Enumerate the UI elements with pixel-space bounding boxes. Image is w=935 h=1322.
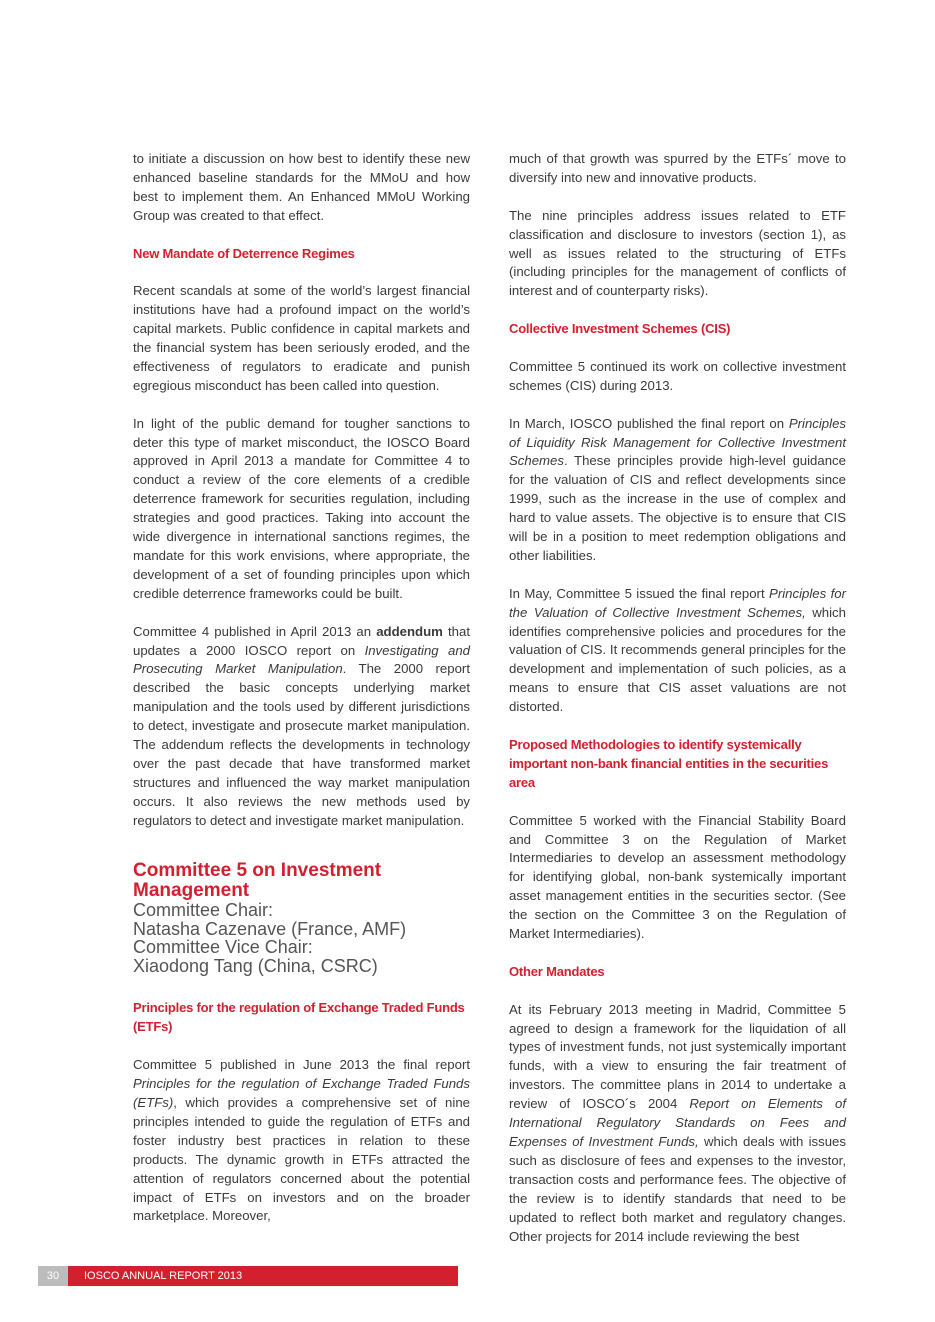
heading-deterrence-regimes: New Mandate of Deterrence Regimes	[133, 245, 355, 261]
paragraph-committee4-addendum: Committee 4 published in April 2013 an addendum that updates a 2000 IOSCO report on Investigating and Prosecuting Market Manipulation. The 2000 report described the basic concepts underlying market manipulation and the tools used by different jurisdictions to detect, investigate and prosecute market manipulation. The addendum reflects the developments in technology over the past decade that have transformed market structures and influenced the way market manipulation occurs. It also reviews the new methods used by regulators to detect and investigate market manipulation.	[133, 623, 470, 828]
paragraph-recent-scandals: Recent scandals at some of the world’s largest financial institutions have had a profound impact on the world’s capital markets. Public confidence in capital markets and the financial system has been seriously eroded, and the effectiveness of regulators to eradicate and punish egregious misconduct has been called into question.	[133, 283, 470, 393]
right-column	[509, 150, 846, 1265]
report-title-etf: Principles for the regulation of Exchange Traded Funds (ETFs)	[133, 1076, 470, 1110]
vice-chair-name: Xiaodong Tang (China, CSRC)	[133, 955, 378, 976]
heading-other-mandates: Other Mandates	[509, 963, 605, 979]
heading-etf-principles: Principles for the regulation of Exchange Traded Funds (ETFs)	[133, 1000, 465, 1035]
heading-cis: Collective Investment Schemes (CIS)	[509, 321, 731, 337]
paragraph-valuation: In May, Committee 5 issued the final report Principles for the Valuation of Collective Investment Schemes, which identifies comprehensive policies and procedures for the valuation of CIS. It recommends general principles for the development and implementation of such policies, as a means to ensure that CIS asset valuations are not distorted.	[509, 585, 846, 715]
report-title-liquidity: Principles of Liquidity Risk Management for Collective Investment Schemes	[509, 415, 846, 469]
heading-systemically-important: Proposed Methodologies to identify systemically important non-bank financial entities in the securities area	[509, 737, 829, 790]
paragraph-mmou-intro: to initiate a discussion on how best to identify these new enhanced baseline standards for the MMoU and how best to implement them. An Enhanced MMoU Working Group was created to that effect.	[133, 151, 470, 223]
report-title-fees: Report on Elements of International Regulatory Standards on Fees and Expenses of Investment Funds,	[509, 1096, 846, 1149]
paragraph-public-demand: In light of the public demand for tougher sanctions to deter this type of market misconduct, the IOSCO Board approved in April 2013 a mandate for Committee 4 to conduct a review of the core elements of a credible deterrence framework for securities regulation, including strategies and good practices. Taking into account the wide divergence in international sanctions regimes, the mandate for this work envisions, where appropriate, the development of a set of founding principles upon which credible deterrence frameworks could be built.	[133, 415, 470, 601]
footer-title: IOSCO ANNUAL REPORT 2013	[84, 1270, 243, 1282]
report-title-valuation: Principles for the Valuation of Collective Investment Schemes,	[509, 585, 846, 620]
paragraph-nine-principles: The nine principles address issues related to ETF classification and disclosure to investors (section 1), as well as issues related to the structuring of ETFs (including principles for the management of conflicts of interest and of counterparty risks).	[509, 207, 846, 299]
left-column	[133, 150, 470, 1245]
chair-label: Committee Chair:	[133, 900, 274, 921]
heading-committee5: Committee 5 on Investment Management	[133, 860, 382, 902]
committee-chairs	[133, 901, 470, 975]
paragraph-other-mandates: At its February 2013 meeting in Madrid, Committee 5 agreed to design a framework for the liquidation of all types of investment funds, not just systemically important funds, with a view to ensuring the fair treatment of investors. The committee plans in 2014 to undertake a review of IOSCO´s 2004 Report on Elements of International Regulatory Standards on Fees and Expenses of Investment Funds, which deals with issues such as disclosure of fees and expenses to the investor, transaction costs and performance fees. The objective of the review is to identify standards that need to be updated to reflect both market and regulatory changes. Other projects for 2014 include reviewing the best	[509, 1001, 846, 1244]
paragraph-fsb-methodology: Committee 5 worked with the Financial Stability Board and Committee 3 on the Regulation of Market Intermediaries to develop an assessment methodology for identifying global, non-bank systemically important asset management entities in the securities sector. (See the section on the Committee 3 on the Regulation of Market Intermediaries).	[509, 812, 846, 942]
paragraph-liquidity-risk: In March, IOSCO published the final report on Principles of Liquidity Risk Management for Collective Investment Schemes. These principles provide high-level guidance for the valuation of CIS and reflect developments since 1999, such as the increase in the use of complex and hard to value assets. The objective is to ensure that CIS will be in a position to meet redemption obligations and other liabilities.	[509, 415, 846, 563]
page-number: 30	[38, 1266, 68, 1286]
vice-chair-label: Committee Vice Chair:	[133, 937, 313, 958]
paragraph-etf-report: Committee 5 published in June 2013 the final report Principles for the regulation of Exchange Traded Funds (ETFs), which provides a comprehensive set of nine principles intended to guide the regulation of ETFs and foster industry best practices in relation to these products. The dynamic growth in ETFs attracted the attention of regulators concerned about the potential impact of ETFs on investors and on the broader marketplace. Moreover,	[133, 1057, 470, 1224]
report-title-market-manipulation: Investigating and Prosecuting Market Manipulation	[133, 642, 470, 677]
addendum-emphasis: addendum	[376, 623, 443, 639]
paragraph-etf-growth: much of that growth was spurred by the ETFs´ move to diversify into new and innovative products.	[509, 151, 846, 185]
chair-name: Natasha Cazenave (France, AMF)	[133, 918, 407, 939]
paragraph-cis-work: Committee 5 continued its work on collective investment schemes (CIS) during 2013.	[509, 358, 846, 393]
